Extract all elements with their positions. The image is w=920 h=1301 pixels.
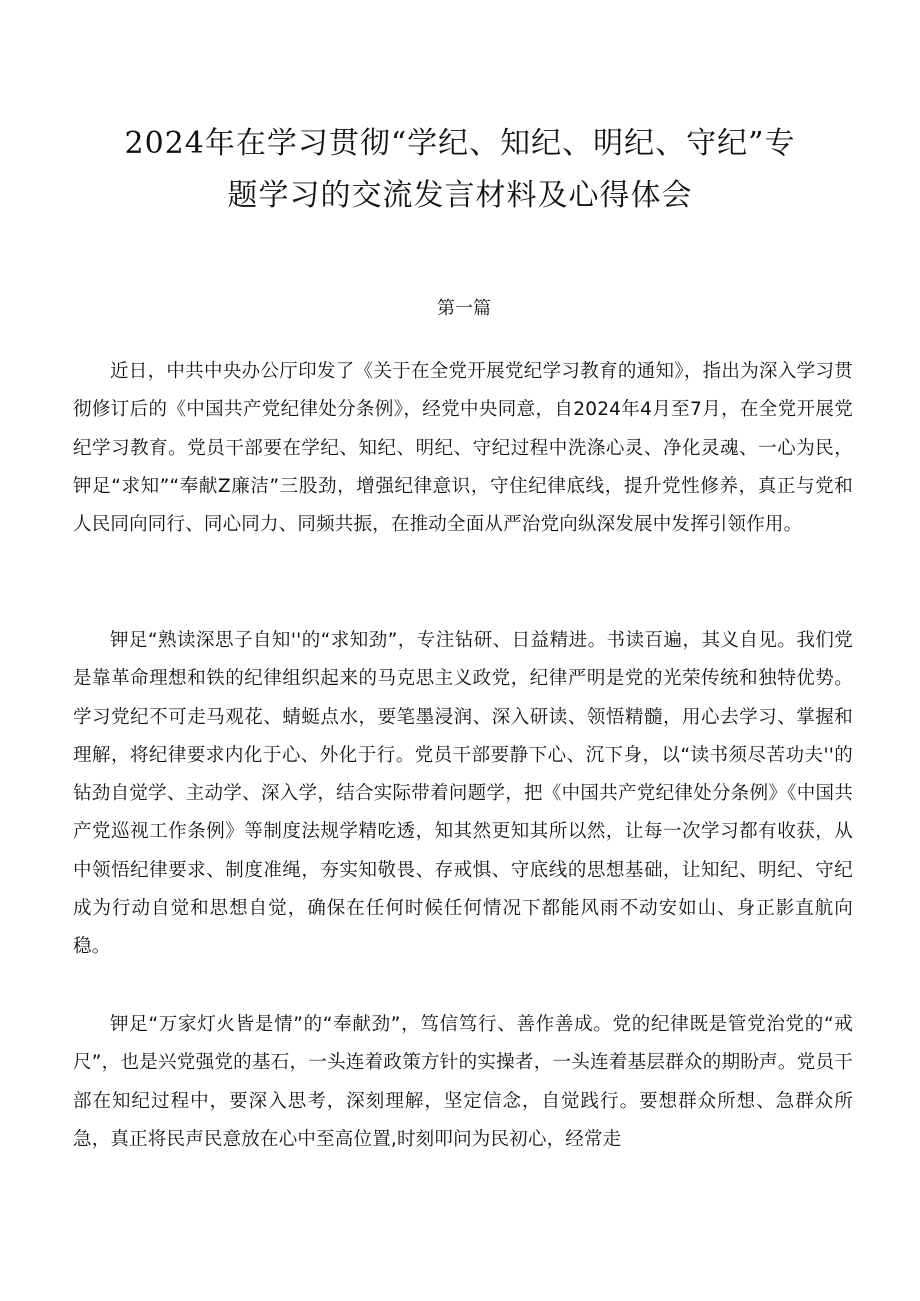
body-paragraph-3: 钾足“万家灯火皆是情”的“奉献劲”，笃信笃行、善作善成。党的纪律既是管党治党的“戒尺”，也是兴党强党的基石，一头连着政策方针的实操者，一头连着基层群众的期盼声。党员干部在知纪过程中，要深入思考，深刻理解，坚定信念，自觉践行。要想群众所想、急群众所急，真正将民声民意放在心中至高位置,时刻叩问为民初心，经常走 [73, 1014, 853, 1150]
document-title-line-1: 2024年在学习贯彻“学纪、知纪、明纪、守纪”专 [124, 126, 796, 161]
document-title-line-2: 题学习的交流发言材料及心得体会 [227, 178, 693, 213]
body-paragraph-2: 钾足“熟读深思子自知''的“求知劲”，专注钻研、日益精进。书读百遍，其义自见。我们党是靠革命理想和铁的纪律组织起来的马克思主义政党，纪律严明是党的光荣传统和独特优势。学习党纪不可走马观花、蜻蜓点水，要笔墨浸润、深入研读、领悟精髓，用心去学习、掌握和理解，将纪律要求内化于心、外化于行。党员干部要静下心、沉下身，以“读书须尽苦功夫''的钻劲自觉学、主动学、深入学，结合实际带着问题学，把《中国共产党纪律处分条例》《中国共产党巡视工作条例》等制度法规学精吃透，知其然更知其所以然，让每一次学习都有收获，从中领悟纪律要求、制度准绳，夯实知敬畏、存戒惧、守底线的思想基础，让知纪、明纪、守纪成为行动自觉和思想自觉，确保在任何时候任何情况下都能风雨不动安如山、身正影直航向稳。 [73, 630, 853, 958]
section-heading: 第一篇 [437, 298, 491, 319]
body-paragraph-1: 近日，中共中央办公厅印发了《关于在全党开展党纪学习教育的通知》，指出为深入学习贯彻修订后的《中国共产党纪律处分条例》，经党中央同意，自2024年4月至7月，在全党开展党纪学习教育。党员干部要在学纪、知纪、明纪、守纪过程中洗涤心灵、净化灵魂、一心为民，钾足“求知”“奉献Z廉洁”三股劲，增强纪律意识，守住纪律底线，提升党性修养，真正与党和人民同向同行、同心同力、同频共振，在推动全面从严治党向纵深发展中发挥引领作用。 [73, 361, 853, 536]
document-title [70, 118, 850, 222]
